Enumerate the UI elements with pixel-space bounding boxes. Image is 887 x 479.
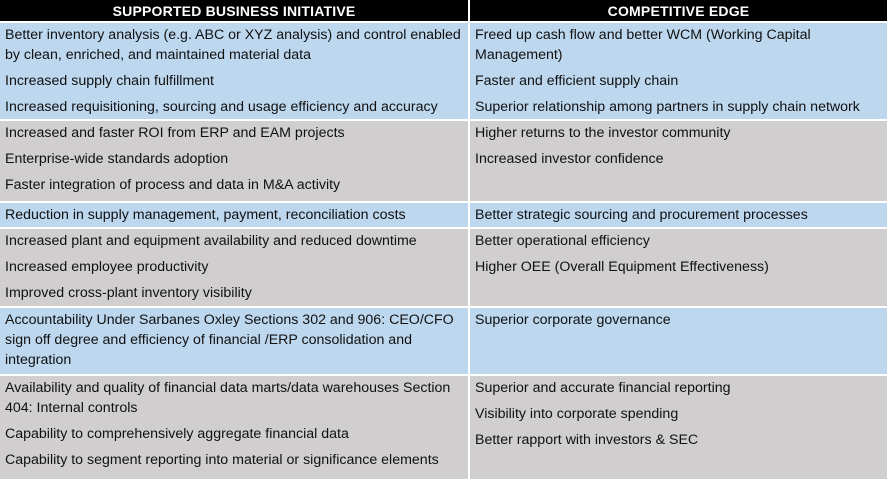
competitive-edge-item: Higher returns to the investor community bbox=[475, 125, 731, 141]
initiative-cell bbox=[0, 203, 468, 227]
competitive-edge-item: Better rapport with investors & SEC bbox=[475, 432, 699, 448]
competitive-edge-item: Faster and efficient supply chain bbox=[475, 73, 679, 89]
initiative-item: Capability to comprehensively aggregate financial data bbox=[5, 426, 349, 442]
competitive-edge-cell bbox=[470, 229, 887, 306]
competitive-edge-item: Superior corporate governance bbox=[475, 312, 671, 328]
competitive-edge-item: Better operational efficiency bbox=[475, 233, 650, 249]
initiative-item: Increased plant and equipment availability and reduced downtime bbox=[5, 233, 417, 249]
initiative-item: Reduction in supply management, payment, reconciliation costs bbox=[5, 207, 406, 223]
competitive-edge-item: Better strategic sourcing and procurement processes bbox=[475, 207, 808, 223]
initiative-item: Increased employee productivity bbox=[5, 259, 209, 275]
initiative-item: Accountability Under Sarbanes Oxley Sections 302 and 906: CEO/CFO sign off degree and efficiency of financial /ERP consolidation and integration bbox=[5, 312, 454, 368]
competitive-edge-cell bbox=[470, 121, 887, 201]
initiative-item: Better inventory analysis (e.g. ABC or XYZ analysis) and control enabled by clean, enriched, and maintained material data bbox=[5, 27, 461, 63]
initiative-item: Faster integration of process and data in M&A activity bbox=[5, 177, 341, 193]
initiative-item: Enterprise-wide standards adoption bbox=[5, 151, 229, 167]
initiative-item: Increased supply chain fulfillment bbox=[5, 73, 214, 89]
initiative-cell bbox=[0, 121, 468, 201]
initiative-item: Increased requisitioning, sourcing and usage efficiency and accuracy bbox=[5, 99, 438, 115]
competitive-edge-item: Superior and accurate financial reporting bbox=[475, 380, 731, 396]
initiative-item: Availability and quality of financial data marts/data warehouses Section 404: Internal controls bbox=[5, 380, 451, 416]
competitive-edge-item: Visibility into corporate spending bbox=[475, 406, 679, 422]
initiative-item: Increased and faster ROI from ERP and EAM projects bbox=[5, 125, 345, 141]
initiative-cell bbox=[0, 308, 468, 374]
competitive-edge-item: Superior relationship among partners in supply chain network bbox=[475, 99, 860, 115]
competitive-edge-cell bbox=[470, 376, 887, 479]
competitive-edge-cell bbox=[470, 23, 887, 119]
competitive-edge-item: Freed up cash flow and better WCM (Working Capital Management) bbox=[475, 27, 811, 63]
header-competitive-edge: COMPETITIVE EDGE bbox=[470, 0, 887, 21]
initiative-cell bbox=[0, 23, 468, 119]
competitive-edge-item: Increased investor confidence bbox=[475, 151, 664, 167]
initiative-cell bbox=[0, 229, 468, 306]
competitive-edge-cell bbox=[470, 203, 887, 227]
initiative-item: Improved cross-plant inventory visibility bbox=[5, 285, 252, 301]
competitive-edge-cell bbox=[470, 308, 887, 374]
initiative-cell bbox=[0, 376, 468, 479]
header-supported-business-initiative: SUPPORTED BUSINESS INITIATIVE bbox=[0, 0, 468, 21]
initiative-item: Capability to segment reporting into material or significance elements bbox=[5, 452, 439, 468]
competitive-edge-item: Higher OEE (Overall Equipment Effectiveness) bbox=[475, 259, 769, 275]
